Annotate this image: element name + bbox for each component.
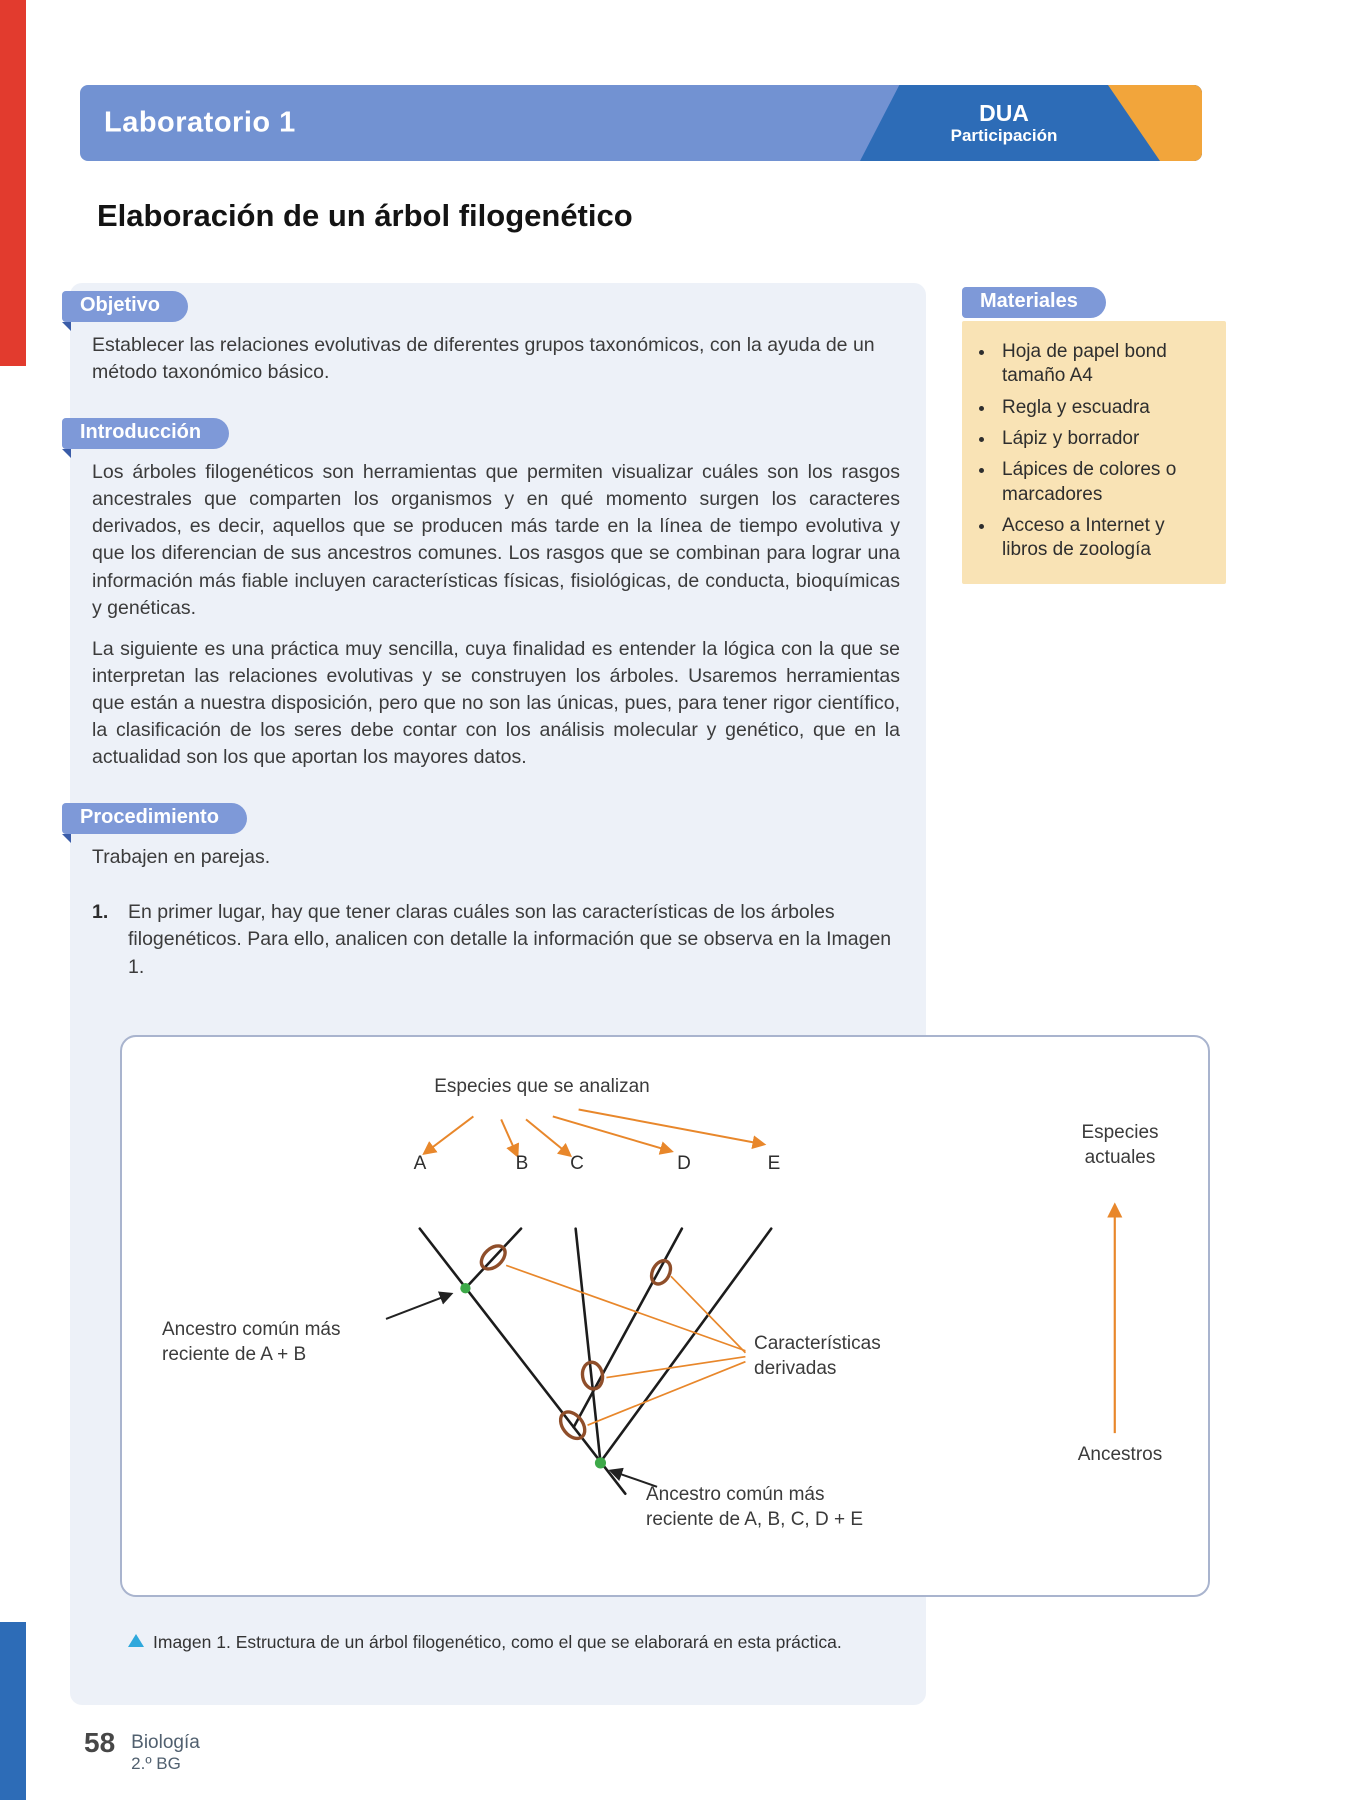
section-label-introduccion: Introducción [62, 418, 229, 449]
materials-list [968, 340, 1214, 563]
caption-triangle-icon [128, 1634, 144, 1647]
materials-item: • Acceso a Internet y libros de zoología [996, 514, 1214, 563]
species-letter-e: E [767, 1153, 781, 1174]
derived-trait-pointer-lines [506, 1265, 745, 1425]
species-letter-a: A [413, 1153, 427, 1174]
step-text: En primer lugar, hay que tener claras cuáles son las características de los árboles filogenéticos. Para ello, analicen con detalle la información que se observa en la Imagen 1. [128, 901, 892, 978]
left-red-accent-bar [0, 0, 26, 366]
current-species-label: Especies actuales [1081, 1122, 1159, 1168]
species-pointer-arrows [425, 1109, 764, 1155]
materials-label: Materiales [962, 287, 1106, 318]
materials-item: • Hoja de papel bond tamaño A4 [996, 340, 1214, 389]
introduccion-paragraph-2: La siguiente es una práctica muy sencilla, cuya finalidad es entender la lógica con la que se interpretan las relaciones evolutivas y se construyen los árboles. Usaremos herramientas que están a nuestra disposición, pero que no son las únicas, pues, para tener rigor científico, la clasificación de los seres debe contar con los análisis molecular y genético, que en la actualidad son los que aportan los mayores datos. [92, 637, 900, 769]
dua-sublabel: Participación [950, 126, 1058, 146]
procedure-step-1 [92, 899, 900, 980]
species-letter-b: B [515, 1153, 529, 1174]
figure-box [120, 1035, 1210, 1597]
dua-badge [914, 100, 1094, 146]
page-number: 58 [84, 1727, 116, 1758]
dua-label: DUA [979, 100, 1029, 127]
left-blue-accent-bar [0, 1622, 26, 1800]
introduccion-paragraph-1: Los árboles filogenéticos son herramientas que permiten visualizar cuáles son los rasgos ancestrales que comparten los organismos y en qué momento surgen los caracteres derivados, es decir, aquellos que se producen más tarde en la línea de tiempo evolutiva y que los diferencian de sus ancestros comunes. Los rasgos que se combinan para lograr una información más fiable incluyen características físicas, fisiológicas, de conducta, bioquímicas y genéticas. [92, 461, 900, 619]
footer-grade: 2.º BG [131, 1754, 181, 1774]
footer-subject: Biología [131, 1732, 200, 1753]
species-analyzed-label: Especies que se analizan [434, 1076, 650, 1097]
figure-caption [128, 1632, 842, 1653]
ancestors-label: Ancestros [1077, 1444, 1163, 1465]
materials-item: • Lápices de colores o marcadores [996, 458, 1214, 507]
objetivo-text: Establecer las relaciones evolutivas de diferentes grupos taxonómicos, con la ayuda de un método taxonómico básico. [92, 334, 875, 384]
annotation-arrows [386, 1294, 657, 1487]
materials-item: • Regla y escuadra [996, 396, 1214, 420]
section-label-procedimiento: Procedimiento [62, 803, 247, 834]
species-letter-c: C [570, 1153, 584, 1174]
materials-sidebar [962, 287, 1226, 584]
species-letter-d: D [677, 1153, 691, 1174]
derived-characteristics-label: Características derivadas [754, 1333, 881, 1379]
footer-meta [131, 1727, 200, 1775]
materials-box [962, 321, 1226, 584]
ancestor-ab-label: Ancestro común más reciente de A + B [162, 1319, 341, 1365]
page-title: Elaboración de un árbol filogenético [97, 198, 633, 233]
ancestor-all-label: Ancestro común más reciente de A, B, C, D + E [646, 1484, 864, 1530]
procedimiento-intro: Trabajen en parejas. [92, 846, 271, 869]
page-footer [84, 1727, 200, 1775]
caption-text: Imagen 1. Estructura de un árbol filogenético, como el que se elaborará en esta práctica. [153, 1632, 842, 1652]
materials-item: • Lápiz y borrador [996, 427, 1214, 451]
section-label-objetivo: Objetivo [62, 291, 188, 322]
step-number: 1. [92, 901, 109, 924]
lab-header-banner [80, 85, 1202, 161]
lab-number-title: Laboratorio 1 [104, 106, 296, 139]
